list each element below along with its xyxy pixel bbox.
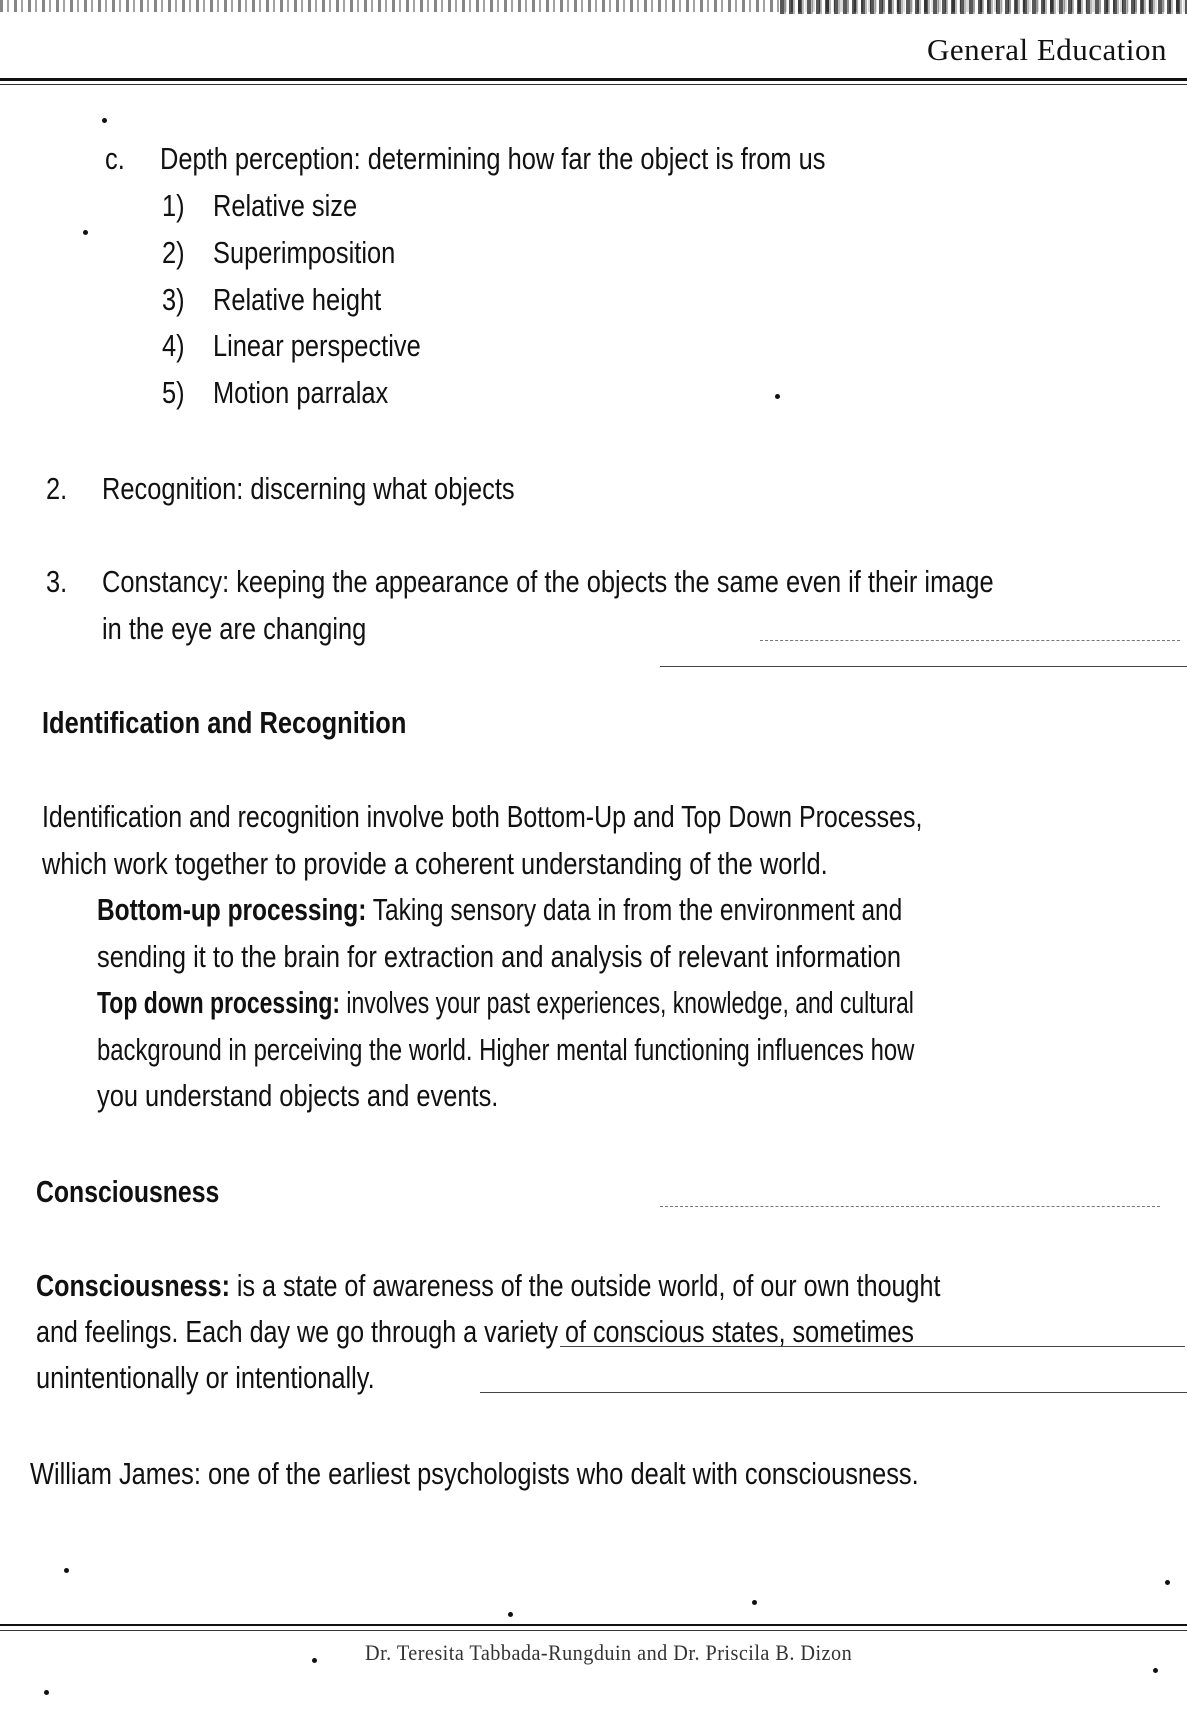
recognition-text: Recognition: discerning what objects — [102, 471, 515, 506]
depth-item-num: 1) — [162, 188, 185, 223]
depth-item-num: 4) — [162, 328, 185, 363]
scan-speck — [83, 230, 88, 235]
consciousness-line-2: and feelings. Each day we go through a variety of conscious states, sometimes — [36, 1314, 914, 1349]
header-rule-thin — [0, 84, 1187, 85]
depth-item-label: Relative size — [213, 188, 358, 223]
section-heading-consciousness: Consciousness — [36, 1174, 220, 1209]
pen-mark — [660, 666, 1187, 667]
scan-noise-top-right — [780, 0, 1187, 14]
scan-speck — [1165, 1580, 1170, 1585]
depth-marker: c. — [105, 141, 125, 176]
footer-authors: Dr. Teresita Tabbada-Rungduin and Dr. Priscila B. Dizon — [365, 1640, 853, 1665]
scan-speck — [775, 394, 780, 399]
pen-mark — [760, 640, 1180, 641]
depth-item-num: 2) — [162, 235, 185, 270]
list-num: 2. — [46, 471, 68, 506]
scan-speck — [312, 1658, 317, 1663]
scan-speck — [1153, 1668, 1158, 1673]
consciousness-text: is a state of awareness of the outside world, of our own thought — [229, 1268, 941, 1303]
constancy-text: Constancy: keeping the appearance of the objects the same even if their image — [102, 564, 994, 599]
consciousness-line-3: unintentionally or intentionally. — [36, 1360, 375, 1395]
identification-intro: Identification and recognition involve both Bottom-Up and Top Down Processes, — [42, 799, 923, 834]
scan-speck — [102, 118, 107, 123]
top-down-line-1 — [97, 987, 914, 1018]
depth-item-label: Linear perspective — [213, 328, 421, 363]
section-heading-identification: Identification and Recognition — [42, 705, 407, 740]
pen-underline — [560, 1346, 1185, 1347]
constancy-text-2: in the eye are changing — [102, 611, 367, 646]
depth-item-num: 3) — [162, 282, 185, 317]
top-down-line-2: background in perceiving the world. Higher mental functioning influences how — [97, 1032, 915, 1067]
list-num: 3. — [46, 564, 68, 599]
footer-rule — [0, 1624, 1187, 1626]
bottom-up-line-2: sending it to the brain for extraction and analysis of relevant information — [97, 939, 902, 974]
running-header: General Education — [926, 32, 1167, 67]
depth-item-label: Superimposition — [213, 235, 396, 270]
top-down-text: involves your past experiences, knowledge, and cultural — [339, 985, 914, 1020]
pen-mark — [480, 1392, 1187, 1393]
bottom-up-line-1 — [97, 894, 902, 925]
identification-intro-2: which work together to provide a coherent understanding of the world. — [42, 846, 828, 881]
bottom-up-text: Taking sensory data in from the environment and — [366, 892, 903, 927]
scan-speck — [752, 1600, 757, 1605]
consciousness-term: Consciousness: — [36, 1268, 230, 1303]
depth-item-label: Relative height — [213, 282, 382, 317]
top-down-line-3: you understand objects and events. — [97, 1078, 499, 1113]
consciousness-line-1 — [36, 1270, 940, 1301]
depth-item-label: Motion parralax — [213, 375, 389, 410]
footer-rule-thin — [0, 1630, 1187, 1631]
scan-speck — [508, 1612, 513, 1617]
depth-item-num: 5) — [162, 375, 185, 410]
header-rule — [0, 78, 1187, 81]
bottom-up-term: Bottom-up processing: — [97, 892, 367, 927]
depth-heading: Depth perception: determining how far the object is from us — [160, 141, 826, 176]
top-down-term: Top down processing: — [97, 985, 340, 1020]
william-james-line: William James: one of the earliest psychologists who dealt with consciousness. — [30, 1456, 919, 1491]
scan-speck — [64, 1568, 69, 1573]
scan-speck — [44, 1690, 49, 1695]
pen-mark — [660, 1206, 1160, 1207]
